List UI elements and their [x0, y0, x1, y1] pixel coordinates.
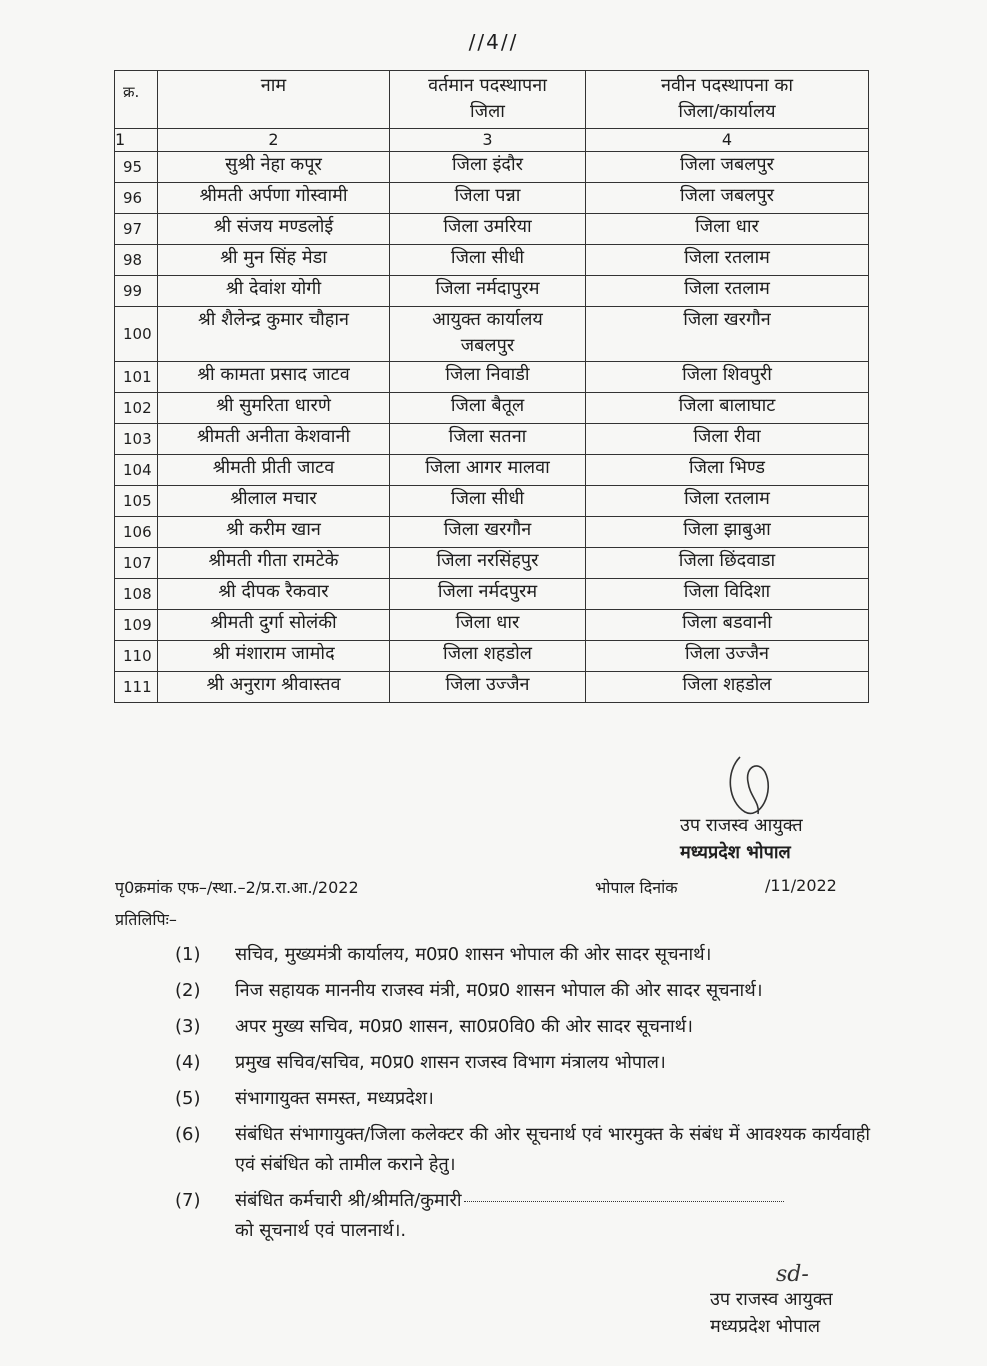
column-number: 2	[158, 129, 390, 152]
serial-cell: 100	[115, 307, 158, 362]
new-posting-cell: जिला बडवानी	[586, 610, 869, 641]
new-posting-cell: जिला जबलपुर	[586, 183, 869, 214]
copy-item-text-line: संबंधित कर्मचारी श्री/श्रीमति/कुमारी	[235, 1190, 462, 1211]
table-row	[115, 276, 869, 307]
name-cell: श्री मुन सिंह मेडा	[158, 245, 390, 276]
table-header-row	[115, 71, 869, 129]
copy-item-text: प्रमुख सचिव/सचिव, म0प्र0 शासन राजस्व विभाग मंत्रालय भोपाल।	[235, 1052, 666, 1073]
name-cell: सुश्री नेहा कपूर	[158, 152, 390, 183]
current-posting-cell: जिला नर्मदपुरम	[390, 579, 586, 610]
table-row	[115, 183, 869, 214]
name-cell: श्री सुमरिता धारणे	[158, 393, 390, 424]
table-row	[115, 579, 869, 610]
column-number-row	[115, 129, 869, 152]
current-posting-cell: जिला बैतूल	[390, 393, 586, 424]
serial-cell: 97	[115, 214, 158, 245]
table-row	[115, 548, 869, 579]
copy-item-text: अपर मुख्य सचिव, म0प्र0 शासन, सा0प्र0वि0 की ओर सादर सूचनार्थ।	[235, 1016, 693, 1037]
current-posting-cell: जिला सीधी	[390, 486, 586, 517]
name-cell: श्रीमती दुर्गा सोलंकी	[158, 610, 390, 641]
current-posting-cell: जिला सतना	[390, 424, 586, 455]
place-date-label: भोपाल दिनांक	[595, 878, 678, 897]
table-row	[115, 672, 869, 703]
name-cell: श्रीमती गीता रामटेके	[158, 548, 390, 579]
copy-item	[175, 976, 870, 1006]
table-row	[115, 393, 869, 424]
copy-item-number: (3)	[175, 1016, 201, 1037]
name-cell: श्री शैलेन्द्र कुमार चौहान	[158, 307, 390, 362]
reference-date: /11/2022	[765, 876, 837, 895]
copy-item	[175, 940, 870, 970]
new-posting-cell: जिला बालाघाट	[586, 393, 869, 424]
serial-cell: 105	[115, 486, 158, 517]
copy-item-text: संभागायुक्त समस्त, मध्यप्रदेश।	[235, 1088, 434, 1109]
name-cell: श्री करीम खान	[158, 517, 390, 548]
copy-item-text-line: को सूचनार्थ एवं पालनार्थ।.	[235, 1220, 407, 1241]
signature-block-2	[710, 1286, 833, 1340]
copy-item-number: (5)	[175, 1088, 201, 1109]
copy-item-text: निज सहायक माननीय राजस्व मंत्री, म0प्र0 शासन भोपाल की ओर सादर सूचनार्थ।	[235, 980, 763, 1001]
copy-item-text	[235, 1186, 870, 1246]
reference-number: पृ0क्रमांक एफ–/स्था.–2/प्र.रा.आ./2022	[115, 878, 359, 897]
copy-item-number: (1)	[175, 944, 201, 965]
current-posting-cell: जिला शहडोल	[390, 641, 586, 672]
name-cell: श्रीमती अर्पणा गोस्वामी	[158, 183, 390, 214]
name-cell: श्रीमती अनीता केशवानी	[158, 424, 390, 455]
table-row	[115, 455, 869, 486]
new-posting-cell: जिला धार	[586, 214, 869, 245]
copy-list	[175, 940, 870, 1252]
serial-cell: 111	[115, 672, 158, 703]
name-cell: श्रीलाल मचार	[158, 486, 390, 517]
signature-block-1	[680, 812, 803, 866]
copy-item	[175, 1048, 870, 1078]
serial-cell: 99	[115, 276, 158, 307]
column-number: 1	[115, 129, 158, 152]
serial-cell: 95	[115, 152, 158, 183]
table-row	[115, 214, 869, 245]
copy-item	[175, 1012, 870, 1042]
current-posting-cell: जिला उमरिया	[390, 214, 586, 245]
name-cell: श्री दीपक रैकवार	[158, 579, 390, 610]
header-current-posting: वर्तमान पदस्थापना जिला	[390, 71, 586, 129]
copy-item-number: (6)	[175, 1124, 201, 1145]
serial-cell: 110	[115, 641, 158, 672]
current-posting-cell: जिला पन्ना	[390, 183, 586, 214]
new-posting-cell: जिला भिण्ड	[586, 455, 869, 486]
serial-cell: 102	[115, 393, 158, 424]
name-cell: श्री देवांश योगी	[158, 276, 390, 307]
name-cell: श्री कामता प्रसाद जाटव	[158, 362, 390, 393]
serial-cell: 98	[115, 245, 158, 276]
serial-cell: 96	[115, 183, 158, 214]
blank-line	[464, 1201, 784, 1202]
copy-item	[175, 1186, 870, 1246]
current-posting-cell: जिला उज्जैन	[390, 672, 586, 703]
table-row	[115, 152, 869, 183]
name-cell: श्री संजय मण्डलोई	[158, 214, 390, 245]
copy-to-label: प्रतिलिपिः–	[115, 910, 177, 929]
copy-item	[175, 1120, 870, 1180]
table-row	[115, 486, 869, 517]
table-row	[115, 517, 869, 548]
current-posting-cell: जिला आगर मालवा	[390, 455, 586, 486]
table-row	[115, 362, 869, 393]
current-posting-cell: जिला खरगौन	[390, 517, 586, 548]
current-posting-cell: जिला धार	[390, 610, 586, 641]
table-row	[115, 424, 869, 455]
column-number: 4	[586, 129, 869, 152]
serial-cell: 106	[115, 517, 158, 548]
new-posting-cell: जिला छिंदवाडा	[586, 548, 869, 579]
name-cell: श्री मंशाराम जामोद	[158, 641, 390, 672]
sd-mark: sd-	[776, 1262, 809, 1287]
current-posting-cell: आयुक्त कार्यालय जबलपुर	[390, 307, 586, 362]
signature-title: उप राजस्व आयुक्त	[680, 815, 803, 836]
serial-cell: 107	[115, 548, 158, 579]
header-serial: क्र.	[115, 71, 158, 129]
new-posting-cell: जिला रीवा	[586, 424, 869, 455]
current-posting-cell: जिला इंदौर	[390, 152, 586, 183]
copy-item-text: संबंधित संभागायुक्त/जिला कलेक्टर की ओर सूचनार्थ एवं भारमुक्त के संबंध में आवश्यक कार्यवाही एवं संबंधित को तामील कराने हेतु।	[235, 1124, 870, 1175]
new-posting-cell: जिला शहडोल	[586, 672, 869, 703]
serial-cell: 104	[115, 455, 158, 486]
column-number: 3	[390, 129, 586, 152]
current-posting-cell: जिला निवाडी	[390, 362, 586, 393]
page-number: //4//	[468, 30, 519, 54]
new-posting-cell: जिला विदिशा	[586, 579, 869, 610]
copy-item-number: (2)	[175, 980, 201, 1001]
copy-item-number: (4)	[175, 1052, 201, 1073]
current-posting-cell: जिला नर्मदापुरम	[390, 276, 586, 307]
new-posting-cell: जिला रतलाम	[586, 276, 869, 307]
signature-title: उप राजस्व आयुक्त	[710, 1289, 833, 1310]
copy-item-number: (7)	[175, 1190, 201, 1211]
signature-office: मध्यप्रदेश भोपाल	[710, 1316, 821, 1337]
table-row	[115, 307, 869, 362]
new-posting-cell: जिला उज्जैन	[586, 641, 869, 672]
name-cell: श्री अनुराग श्रीवास्तव	[158, 672, 390, 703]
header-name: नाम	[158, 71, 390, 129]
new-posting-cell: जिला जबलपुर	[586, 152, 869, 183]
table-row	[115, 641, 869, 672]
new-posting-cell: जिला झाबुआ	[586, 517, 869, 548]
serial-cell: 109	[115, 610, 158, 641]
transfer-table	[114, 70, 869, 703]
serial-cell: 103	[115, 424, 158, 455]
new-posting-cell: जिला शिवपुरी	[586, 362, 869, 393]
serial-cell: 101	[115, 362, 158, 393]
table-row	[115, 245, 869, 276]
table-row	[115, 610, 869, 641]
serial-cell: 108	[115, 579, 158, 610]
copy-item-text: सचिव, मुख्यमंत्री कार्यालय, म0प्र0 शासन भोपाल की ओर सादर सूचनार्थ।	[235, 944, 712, 965]
new-posting-cell: जिला खरगौन	[586, 307, 869, 362]
header-new-posting: नवीन पदस्थापना का जिला/कार्यालय	[586, 71, 869, 129]
copy-item	[175, 1084, 870, 1114]
signature-office: मध्यप्रदेश भोपाल	[680, 842, 791, 863]
new-posting-cell: जिला रतलाम	[586, 486, 869, 517]
name-cell: श्रीमती प्रीती जाटव	[158, 455, 390, 486]
current-posting-cell: जिला सीधी	[390, 245, 586, 276]
new-posting-cell: जिला रतलाम	[586, 245, 869, 276]
current-posting-cell: जिला नरसिंहपुर	[390, 548, 586, 579]
